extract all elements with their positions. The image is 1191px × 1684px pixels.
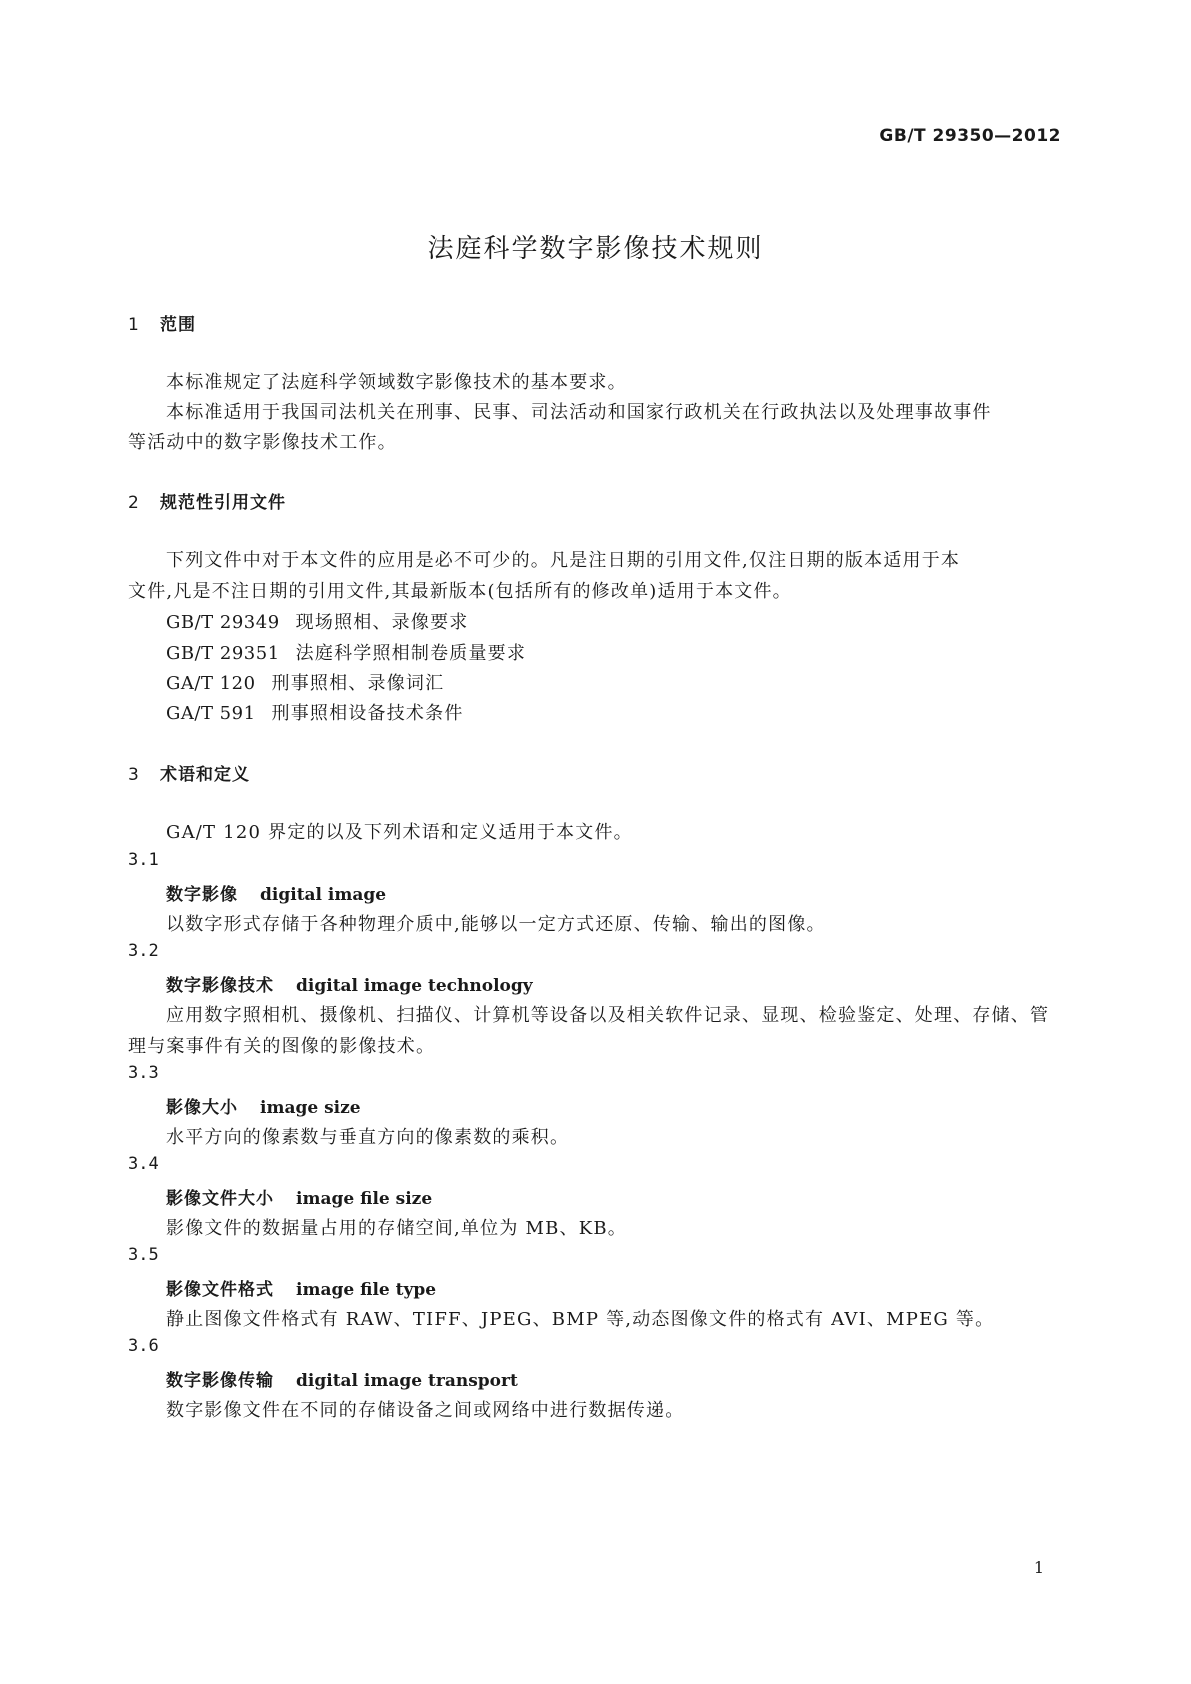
term-name-zh: 影像文件格式 [166,1280,274,1300]
reference-code: GB/T 29349 [166,612,280,633]
section-title: 范围 [160,315,196,335]
term-number: 3.1 [128,850,159,870]
scope-paragraph-1: 本标准规定了法庭科学领域数字影像技术的基本要求。 [166,372,627,393]
reference-title: 法庭科学照相制卷质量要求 [295,643,527,664]
term-name-zh: 影像大小 [166,1098,238,1118]
term-name [166,880,386,905]
section-number: 3 [128,765,140,785]
reference-item [166,639,526,665]
term-definition: 数字影像文件在不同的存储设备之间或网络中进行数据传递。 [166,1400,685,1421]
section-title: 规范性引用文件 [160,493,286,513]
term-name [166,971,533,996]
term-name [166,1093,361,1118]
scope-paragraph-2-line-1: 本标准适用于我国司法机关在刑事、民事、司法活动和国家行政机关在行政执法以及处理事故事件 [166,402,992,423]
term-name-zh: 数字影像 [166,885,238,905]
term-name-en: image file size [296,1189,433,1209]
reference-title: 现场照相、录像要求 [295,612,469,633]
term-definition: 以数字形式存储于各种物理介质中,能够以一定方式还原、传输、输出的图像。 [166,914,826,935]
term-number: 3.6 [128,1336,159,1356]
reference-title: 刑事照相、录像词汇 [271,673,445,694]
term-number: 3.3 [128,1063,159,1083]
standard-code: GB/T 29350—2012 [879,126,1061,146]
reference-code: GB/T 29351 [166,643,280,664]
terms-intro: GA/T 120 界定的以及下列术语和定义适用于本文件。 [166,822,633,843]
section-number: 2 [128,493,140,513]
term-number: 3.4 [128,1154,159,1174]
page-number: 1 [1033,1558,1044,1577]
reference-item [166,669,444,695]
term-name [166,1275,436,1300]
section-2-heading [128,488,286,513]
reference-code: GA/T 120 [166,673,256,694]
section-1-heading [128,310,196,335]
term-definition: 影像文件的数据量占用的存储空间,单位为 MB、KB。 [166,1218,627,1239]
term-name-zh: 数字影像传输 [166,1371,274,1391]
term-name [166,1184,432,1209]
normative-intro-line-2: 文件,凡是不注日期的引用文件,其最新版本(包括所有的修改单)适用于本文件。 [128,581,792,602]
term-definition: 静止图像文件格式有 RAW、TIFF、JPEG、BMP 等,动态图像文件的格式有 AVI、MPEG 等。 [166,1309,995,1330]
term-number: 3.2 [128,941,159,961]
section-3-heading [128,760,250,785]
document-title: 法庭科学数字影像技术规则 [427,234,764,264]
term-name-en: digital image technology [296,976,533,996]
normative-intro-line-1: 下列文件中对于本文件的应用是必不可少的。凡是注日期的引用文件,仅注日期的版本适用于本 [166,550,961,571]
term-name-zh: 影像文件大小 [166,1189,274,1209]
term-name-en: digital image transport [296,1371,518,1391]
term-definition-continued: 理与案事件有关的图像的影像技术。 [128,1036,436,1057]
reference-code: GA/T 591 [166,703,256,724]
term-definition: 应用数字照相机、摄像机、扫描仪、计算机等设备以及相关软件记录、显现、检验鉴定、处理、存储、管 [166,1005,1050,1026]
term-name-en: image file type [296,1280,437,1300]
term-number: 3.5 [128,1245,159,1265]
reference-item [166,699,464,725]
term-name-en: digital image [260,885,387,905]
term-name-zh: 数字影像技术 [166,976,274,996]
section-title: 术语和定义 [160,765,250,785]
reference-item [166,608,468,634]
term-name-en: image size [260,1098,361,1118]
reference-title: 刑事照相设备技术条件 [271,703,464,724]
scope-paragraph-2-line-2: 等活动中的数字影像技术工作。 [128,432,397,453]
term-definition: 水平方向的像素数与垂直方向的像素数的乘积。 [166,1127,570,1148]
term-name [166,1366,518,1391]
section-number: 1 [128,315,140,335]
